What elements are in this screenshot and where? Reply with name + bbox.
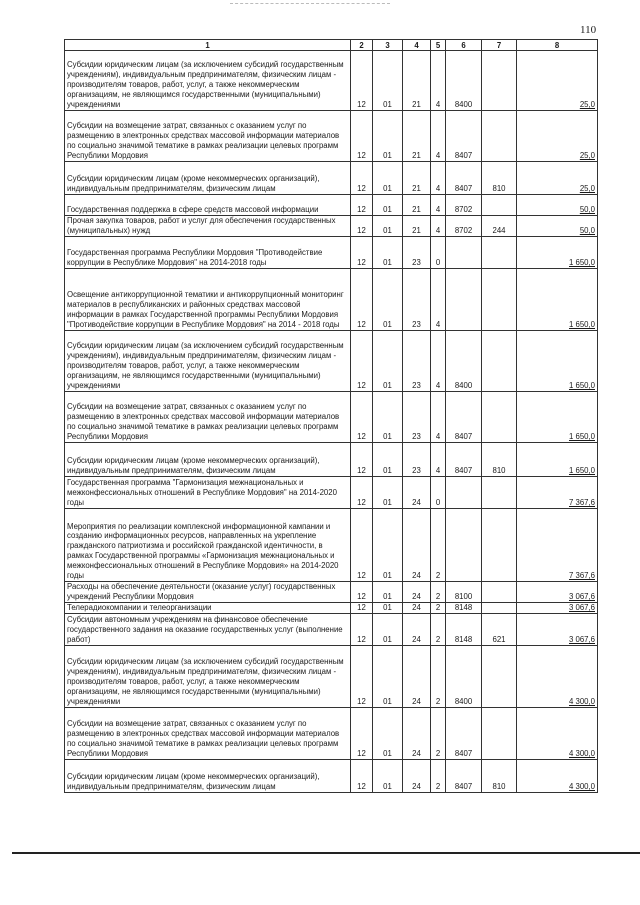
table-row: [65, 195, 598, 216]
row-code: 01: [373, 477, 403, 509]
row-code: 01: [373, 162, 403, 195]
row-name: Субсидии автономным учреждениям на финансовое обеспечение государственного задания на оказание государственных услуг (выполнение работ): [65, 614, 351, 646]
row-code: 12: [351, 269, 373, 331]
row-name: Освещение антикоррупционной тематики и антикоррупционный мониторинг материалов в республиканских и районных средствах массовой информации в рамках Государственной программы Республики Мордовия "Противодействие коррупции в Республике Мордовия" на 2014 - 2018 годы: [65, 269, 351, 331]
row-code: [446, 477, 482, 509]
row-amount: 25,0: [517, 111, 598, 162]
row-name: Субсидии юридическим лицам (кроме некоммерческих организаций), индивидуальным предпринимателям, физическим лицам: [65, 443, 351, 477]
row-code: 8407: [446, 111, 482, 162]
row-name: Субсидии на возмещение затрат, связанных с оказанием услуг по размещению в электронных средствах массовой информации материалов по социально значимой тематике в рамках реализации целевых программ Республики Мордовия: [65, 392, 351, 443]
row-code: [482, 51, 517, 111]
row-code: 01: [373, 195, 403, 216]
row-code: 8407: [446, 760, 482, 793]
row-code: 23: [403, 269, 431, 331]
row-code: [482, 269, 517, 331]
table-row: [65, 509, 598, 582]
table-header-row: [65, 40, 598, 51]
column-header: 3: [373, 40, 403, 51]
row-code: 2: [431, 509, 446, 582]
row-code: 12: [351, 195, 373, 216]
row-code: 01: [373, 392, 403, 443]
budget-table: [64, 39, 598, 793]
row-code: 8407: [446, 392, 482, 443]
row-code: [482, 708, 517, 760]
column-header: 7: [482, 40, 517, 51]
row-amount: 1 650,0: [517, 269, 598, 331]
row-code: [482, 582, 517, 603]
row-amount: 4 300,0: [517, 760, 598, 793]
row-code: 01: [373, 603, 403, 614]
row-code: 4: [431, 162, 446, 195]
table-row: [65, 477, 598, 509]
row-code: 2: [431, 603, 446, 614]
row-code: [446, 509, 482, 582]
row-code: 01: [373, 237, 403, 269]
row-code: 01: [373, 760, 403, 793]
row-code: 23: [403, 392, 431, 443]
row-code: 2: [431, 582, 446, 603]
row-code: 8148: [446, 614, 482, 646]
table-row: [65, 646, 598, 708]
table-row: [65, 269, 598, 331]
row-code: 12: [351, 111, 373, 162]
row-amount: 1 650,0: [517, 237, 598, 269]
row-code: 01: [373, 614, 403, 646]
row-code: 12: [351, 51, 373, 111]
row-code: 12: [351, 509, 373, 582]
table-row: [65, 392, 598, 443]
row-code: 01: [373, 443, 403, 477]
row-amount: 7 367,6: [517, 509, 598, 582]
row-name: Государственная поддержка в сфере средств массовой информации: [65, 195, 351, 216]
row-name: Субсидии на возмещение затрат, связанных с оказанием услуг по размещению в электронных средствах массовой информации материалов по социально значимой тематике в рамках реализации целевых программ Республики Мордовия: [65, 708, 351, 760]
row-name: Субсидии на возмещение затрат, связанных с оказанием услуг по размещению в электронных средствах массовой информации материалов по социально значимой тематике в рамках реализации целевых программ Республики Мордовия: [65, 111, 351, 162]
row-amount: 50,0: [517, 216, 598, 237]
row-code: 23: [403, 331, 431, 392]
row-code: [446, 237, 482, 269]
row-code: [482, 603, 517, 614]
row-amount: 3 067,6: [517, 603, 598, 614]
row-amount: 1 650,0: [517, 392, 598, 443]
row-amount: 25,0: [517, 51, 598, 111]
row-code: 12: [351, 760, 373, 793]
row-code: 0: [431, 477, 446, 509]
row-code: 12: [351, 216, 373, 237]
row-code: 8100: [446, 582, 482, 603]
row-code: 21: [403, 195, 431, 216]
column-header: 6: [446, 40, 482, 51]
row-code: [482, 509, 517, 582]
row-code: 810: [482, 162, 517, 195]
row-name: Телерадиокомпании и телеорганизации: [65, 603, 351, 614]
scan-artifact: [230, 3, 390, 6]
row-code: [482, 646, 517, 708]
row-code: 2: [431, 760, 446, 793]
row-name: Государственная программа "Гармонизация межнациональных и межконфессиональных отношений в Республике Мордовия" на 2014-2020 годы: [65, 477, 351, 509]
row-name: Субсидии юридическим лицам (за исключением субсидий государственным учреждениям), индивидуальным предпринимателям, физическим лицам - производителям товаров, работ, услуг, а также некоммерческим организациям, не являющимся государственными (муниципальными) учреждениями: [65, 646, 351, 708]
row-amount: 4 300,0: [517, 708, 598, 760]
row-code: 01: [373, 509, 403, 582]
row-code: 21: [403, 111, 431, 162]
row-code: 21: [403, 162, 431, 195]
row-name: Субсидии юридическим лицам (за исключением субсидий государственным учреждениям), индивидуальным предпринимателям, физическим лицам - производителям товаров, работ, услуг, а также некоммерческим организациям, не являющимся государственными (муниципальными) учреждениями: [65, 51, 351, 111]
row-code: 12: [351, 237, 373, 269]
row-code: 12: [351, 162, 373, 195]
table-row: [65, 760, 598, 793]
table-row: [65, 603, 598, 614]
row-code: 2: [431, 614, 446, 646]
row-code: 12: [351, 443, 373, 477]
row-amount: 1 650,0: [517, 331, 598, 392]
row-code: 21: [403, 51, 431, 111]
row-code: 8400: [446, 331, 482, 392]
row-code: 12: [351, 614, 373, 646]
row-code: 8407: [446, 162, 482, 195]
table-row: [65, 331, 598, 392]
row-code: 8400: [446, 646, 482, 708]
column-header: 4: [403, 40, 431, 51]
row-amount: 4 300,0: [517, 646, 598, 708]
table-row: [65, 582, 598, 603]
row-code: 21: [403, 216, 431, 237]
row-code: 8702: [446, 216, 482, 237]
column-header: 2: [351, 40, 373, 51]
row-code: [446, 269, 482, 331]
row-code: 01: [373, 216, 403, 237]
row-code: 24: [403, 509, 431, 582]
row-code: 01: [373, 646, 403, 708]
row-code: 4: [431, 331, 446, 392]
row-code: [482, 195, 517, 216]
row-code: 4: [431, 216, 446, 237]
row-code: 24: [403, 760, 431, 793]
row-amount: 25,0: [517, 162, 598, 195]
row-code: 24: [403, 646, 431, 708]
row-code: 01: [373, 331, 403, 392]
table-row: [65, 51, 598, 111]
row-code: 4: [431, 195, 446, 216]
row-code: 24: [403, 582, 431, 603]
column-header: 1: [65, 40, 351, 51]
row-code: 12: [351, 392, 373, 443]
bottom-rule: [12, 852, 640, 854]
table-row: [65, 111, 598, 162]
row-code: 12: [351, 646, 373, 708]
row-code: 8407: [446, 443, 482, 477]
column-header: 8: [517, 40, 598, 51]
table-row: [65, 216, 598, 237]
row-name: Мероприятия по реализации комплексной информационной кампании и созданию информационных ресурсов, направленных на укрепление гражданского патриотизма и российской гражданской идентичности, в рамках Государственной программы «Гармонизация межнациональных и межконфессиональных отношений в Республике Мордовия» на 2014-2020 годы: [65, 509, 351, 582]
row-code: 4: [431, 51, 446, 111]
row-name: Субсидии юридическим лицам (кроме некоммерческих организаций), индивидуальным предпринимателям, физическим лицам: [65, 760, 351, 793]
table-row: [65, 708, 598, 760]
table-row: [65, 443, 598, 477]
row-code: 621: [482, 614, 517, 646]
row-amount: 3 067,6: [517, 614, 598, 646]
row-name: Прочая закупка товаров, работ и услуг для обеспечения государственных (муниципальных) нужд: [65, 216, 351, 237]
row-code: 01: [373, 269, 403, 331]
row-code: 12: [351, 582, 373, 603]
row-amount: 7 367,6: [517, 477, 598, 509]
row-code: 01: [373, 582, 403, 603]
row-amount: 1 650,0: [517, 443, 598, 477]
row-code: 8407: [446, 708, 482, 760]
row-amount: 3 067,6: [517, 582, 598, 603]
row-code: 244: [482, 216, 517, 237]
row-code: 12: [351, 603, 373, 614]
row-code: 12: [351, 477, 373, 509]
row-code: 24: [403, 614, 431, 646]
row-code: [482, 237, 517, 269]
row-name: Субсидии юридическим лицам (за исключением субсидий государственным учреждениям), индивидуальным предпринимателям, физическим лицам - производителям товаров, работ, услуг, а также некоммерческим организациям, не являющимся государственными (муниципальными) учреждениями: [65, 331, 351, 392]
table-row: [65, 237, 598, 269]
column-header: 5: [431, 40, 446, 51]
row-code: [482, 477, 517, 509]
row-code: 2: [431, 646, 446, 708]
row-code: [482, 111, 517, 162]
page-number: 110: [580, 24, 597, 36]
row-code: 4: [431, 111, 446, 162]
row-code: 01: [373, 111, 403, 162]
row-code: 4: [431, 392, 446, 443]
row-code: 23: [403, 443, 431, 477]
row-code: 01: [373, 708, 403, 760]
row-name: Субсидии юридическим лицам (кроме некоммерческих организаций), индивидуальным предпринимателям, физическим лицам: [65, 162, 351, 195]
table-row: [65, 162, 598, 195]
row-code: 23: [403, 237, 431, 269]
row-code: [482, 392, 517, 443]
row-code: 8148: [446, 603, 482, 614]
row-name: Расходы на обеспечение деятельности (оказание услуг) государственных учреждений Республики Мордовия: [65, 582, 351, 603]
row-code: 12: [351, 331, 373, 392]
table-row: [65, 614, 598, 646]
row-name: Государственная программа Республики Мордовия "Противодействие коррупции в Республике Мордовия" на 2014-2018 годы: [65, 237, 351, 269]
row-code: 2: [431, 708, 446, 760]
row-code: 24: [403, 477, 431, 509]
row-code: 8702: [446, 195, 482, 216]
row-code: 4: [431, 269, 446, 331]
row-code: 12: [351, 708, 373, 760]
row-code: 24: [403, 708, 431, 760]
row-code: 01: [373, 51, 403, 111]
row-code: 810: [482, 760, 517, 793]
row-code: 8400: [446, 51, 482, 111]
row-code: [482, 331, 517, 392]
row-code: 810: [482, 443, 517, 477]
row-code: 24: [403, 603, 431, 614]
row-amount: 50,0: [517, 195, 598, 216]
row-code: 0: [431, 237, 446, 269]
row-code: 4: [431, 443, 446, 477]
